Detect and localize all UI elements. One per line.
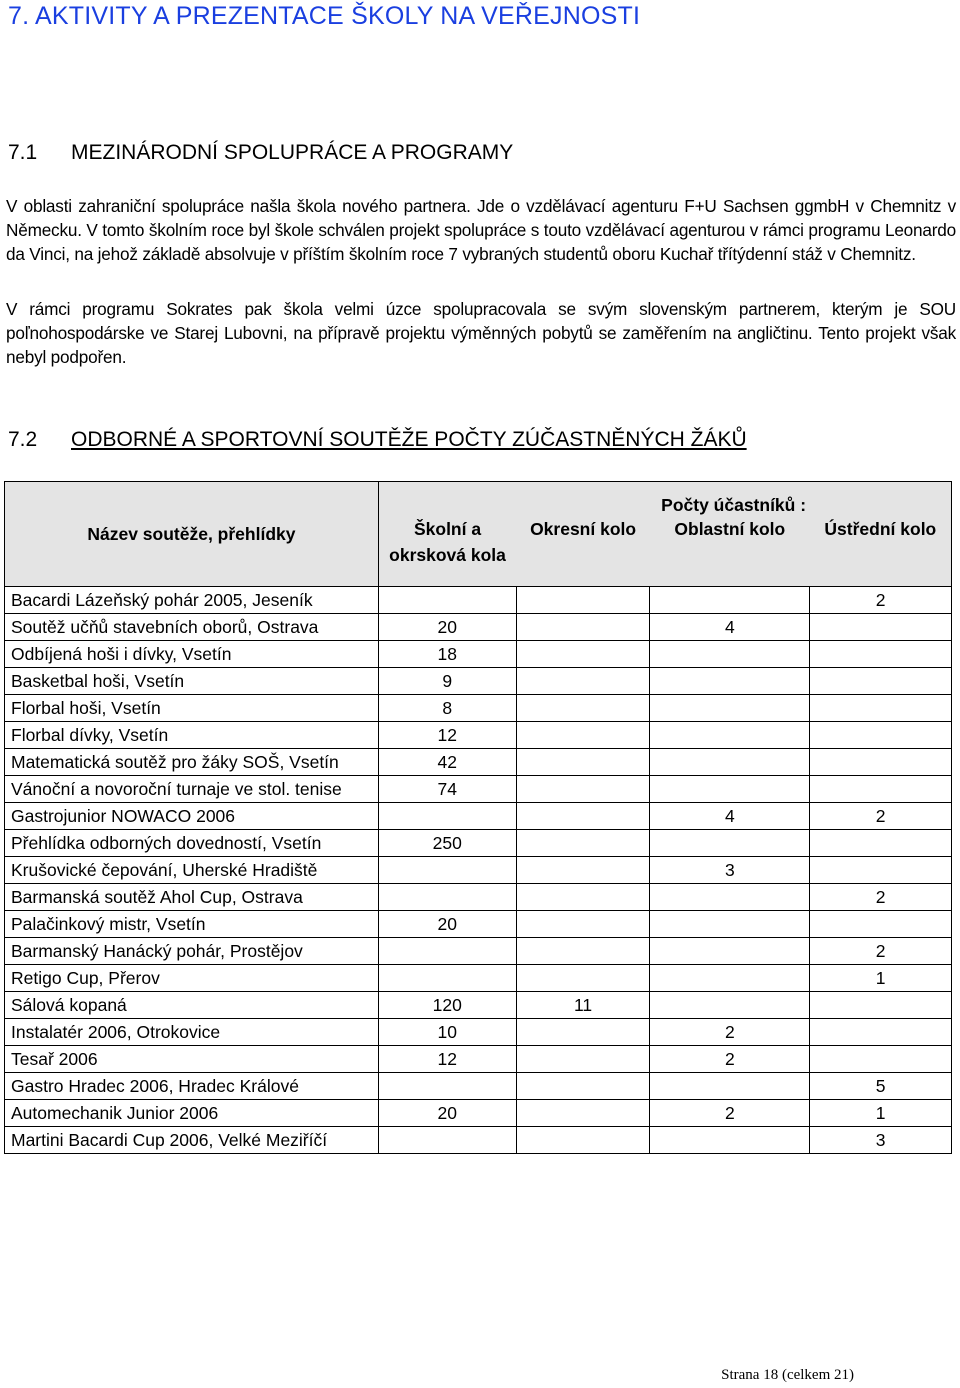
table-row bbox=[5, 965, 952, 992]
competition-name: Retigo Cup, Přerov bbox=[5, 965, 379, 992]
count-district bbox=[516, 614, 650, 641]
competition-name: Barmanská soutěž Ahol Cup, Ostrava bbox=[5, 884, 379, 911]
count-regional: 3 bbox=[650, 857, 810, 884]
count-national bbox=[810, 695, 952, 722]
count-school: 18 bbox=[378, 641, 516, 668]
count-district bbox=[516, 749, 650, 776]
count-regional bbox=[650, 722, 810, 749]
count-national bbox=[810, 911, 952, 938]
count-district bbox=[516, 1019, 650, 1046]
count-national bbox=[810, 641, 952, 668]
count-national: 1 bbox=[810, 1100, 952, 1127]
count-district bbox=[516, 830, 650, 857]
header-regional: Oblastní kolo bbox=[650, 516, 810, 587]
count-regional bbox=[650, 992, 810, 1019]
count-school: 250 bbox=[378, 830, 516, 857]
count-district bbox=[516, 668, 650, 695]
section-heading-7-1 bbox=[8, 141, 513, 165]
count-school bbox=[378, 965, 516, 992]
count-school bbox=[378, 803, 516, 830]
count-school: 8 bbox=[378, 695, 516, 722]
count-regional bbox=[650, 965, 810, 992]
count-regional: 2 bbox=[650, 1046, 810, 1073]
section-number: 7.1 bbox=[8, 141, 38, 164]
competition-name: Bacardi Lázeňský pohár 2005, Jeseník bbox=[5, 587, 379, 614]
competition-name: Gastrojunior NOWACO 2006 bbox=[5, 803, 379, 830]
count-national: 5 bbox=[810, 1073, 952, 1100]
count-district bbox=[516, 884, 650, 911]
table-row bbox=[5, 884, 952, 911]
table-row bbox=[5, 911, 952, 938]
count-regional bbox=[650, 587, 810, 614]
count-regional bbox=[650, 776, 810, 803]
count-district bbox=[516, 911, 650, 938]
count-school: 10 bbox=[378, 1019, 516, 1046]
count-school: 20 bbox=[378, 614, 516, 641]
count-regional bbox=[650, 1073, 810, 1100]
count-national bbox=[810, 830, 952, 857]
count-national bbox=[810, 1046, 952, 1073]
table-row bbox=[5, 1073, 952, 1100]
count-school bbox=[378, 884, 516, 911]
competition-name: Florbal dívky, Vsetín bbox=[5, 722, 379, 749]
chapter-heading: 7. AKTIVITY A PREZENTACE ŠKOLY NA VEŘEJNOSTI bbox=[8, 2, 641, 30]
competition-name: Soutěž učňů stavebních oborů, Ostrava bbox=[5, 614, 379, 641]
count-regional: 2 bbox=[650, 1100, 810, 1127]
competition-name: Matematická soutěž pro žáky SOŠ, Vsetín bbox=[5, 749, 379, 776]
table-row bbox=[5, 614, 952, 641]
count-national bbox=[810, 992, 952, 1019]
count-school bbox=[378, 857, 516, 884]
table-row bbox=[5, 668, 952, 695]
table-row bbox=[5, 992, 952, 1019]
count-district: 11 bbox=[516, 992, 650, 1019]
count-district bbox=[516, 1073, 650, 1100]
count-national bbox=[810, 614, 952, 641]
section-number: 7.2 bbox=[8, 428, 38, 451]
count-national bbox=[810, 857, 952, 884]
competition-name: Barmanský Hanácký pohár, Prostějov bbox=[5, 938, 379, 965]
competition-name: Martini Bacardi Cup 2006, Velké Meziříčí bbox=[5, 1127, 379, 1154]
count-district bbox=[516, 1046, 650, 1073]
table-row bbox=[5, 1100, 952, 1127]
count-district bbox=[516, 587, 650, 614]
competition-name: Gastro Hradec 2006, Hradec Králové bbox=[5, 1073, 379, 1100]
paragraph-partnership: V oblasti zahraniční spolupráce našla škola nového partnera. Jde o vzdělávací agenturu F+U Sachsen ggmbH v Chemnitz v Německu. V tomto školním roce byl škole schválen projekt spolupráce s touto vzdělávací agenturou v rámci programu Leonardo da Vinci, na jehož základě absolvuje v příštím školním roce 7 vybraných studentů oboru Kuchař třítýdenní stáž v Chemnitz. bbox=[6, 196, 956, 265]
header-school: Školní a okrsková kola bbox=[378, 516, 516, 587]
count-district bbox=[516, 776, 650, 803]
table-row bbox=[5, 857, 952, 884]
count-regional: 4 bbox=[650, 614, 810, 641]
count-national bbox=[810, 776, 952, 803]
count-district bbox=[516, 1127, 650, 1154]
table-row bbox=[5, 1019, 952, 1046]
count-school: 42 bbox=[378, 749, 516, 776]
table-row bbox=[5, 1046, 952, 1073]
competition-name: Přehlídka odborných dovedností, Vsetín bbox=[5, 830, 379, 857]
count-district bbox=[516, 803, 650, 830]
paragraph-sokrates: V rámci programu Sokrates pak škola velmi úzce spolupracovala se svým slovenským partnerem, kterým je SOU poľnohospodárske ve Starej Lubovni, na přípravě projektu výměnných pobytů se zaměřením na angličtinu. Tento projekt však nebyl podpořen. bbox=[6, 299, 956, 368]
count-national: 3 bbox=[810, 1127, 952, 1154]
count-regional bbox=[650, 1127, 810, 1154]
table-row bbox=[5, 938, 952, 965]
count-school: 12 bbox=[378, 722, 516, 749]
count-regional bbox=[650, 749, 810, 776]
table-row bbox=[5, 587, 952, 614]
table-row bbox=[5, 722, 952, 749]
table-row bbox=[5, 1127, 952, 1154]
count-regional bbox=[650, 641, 810, 668]
count-regional bbox=[650, 884, 810, 911]
count-national: 1 bbox=[810, 965, 952, 992]
count-national: 2 bbox=[810, 587, 952, 614]
competition-name: Sálová kopaná bbox=[5, 992, 379, 1019]
count-national: 2 bbox=[810, 803, 952, 830]
table-row bbox=[5, 776, 952, 803]
count-school: 74 bbox=[378, 776, 516, 803]
count-district bbox=[516, 857, 650, 884]
count-regional bbox=[650, 695, 810, 722]
count-regional bbox=[650, 938, 810, 965]
table-row bbox=[5, 803, 952, 830]
count-national: 2 bbox=[810, 884, 952, 911]
count-district bbox=[516, 695, 650, 722]
competition-name: Palačinkový mistr, Vsetín bbox=[5, 911, 379, 938]
count-school bbox=[378, 587, 516, 614]
count-school: 120 bbox=[378, 992, 516, 1019]
count-regional bbox=[650, 911, 810, 938]
count-regional: 2 bbox=[650, 1019, 810, 1046]
count-regional bbox=[650, 668, 810, 695]
count-district bbox=[516, 1100, 650, 1127]
count-school bbox=[378, 938, 516, 965]
competitions-table bbox=[4, 481, 952, 1154]
page-footer: Strana 18 (celkem 21) bbox=[721, 1367, 854, 1383]
count-national bbox=[810, 1019, 952, 1046]
count-regional: 4 bbox=[650, 803, 810, 830]
table-row bbox=[5, 749, 952, 776]
competition-name: Basketbal hoši, Vsetín bbox=[5, 668, 379, 695]
count-school: 9 bbox=[378, 668, 516, 695]
section-title: MEZINÁRODNÍ SPOLUPRÁCE A PROGRAMY bbox=[71, 141, 514, 164]
competition-name: Automechanik Junior 2006 bbox=[5, 1100, 379, 1127]
competition-name: Tesař 2006 bbox=[5, 1046, 379, 1073]
count-school: 20 bbox=[378, 911, 516, 938]
count-school: 20 bbox=[378, 1100, 516, 1127]
count-district bbox=[516, 641, 650, 668]
competition-name: Krušovické čepování, Uherské Hradiště bbox=[5, 857, 379, 884]
count-district bbox=[516, 722, 650, 749]
count-school bbox=[378, 1073, 516, 1100]
header-national: Ústřední kolo bbox=[810, 516, 952, 587]
count-district bbox=[516, 965, 650, 992]
header-group: Počty účastníků : bbox=[516, 482, 951, 517]
section-heading-7-2 bbox=[8, 428, 747, 452]
header-district: Okresní kolo bbox=[516, 516, 650, 587]
count-regional bbox=[650, 830, 810, 857]
table-row bbox=[5, 641, 952, 668]
competition-name: Florbal hoši, Vsetín bbox=[5, 695, 379, 722]
count-national: 2 bbox=[810, 938, 952, 965]
table-row bbox=[5, 830, 952, 857]
count-national bbox=[810, 668, 952, 695]
section-title: ODBORNÉ A SPORTOVNÍ SOUTĚŽE POČTY ZÚČASTNĚNÝCH ŽÁKŮ bbox=[71, 428, 747, 451]
header-name: Název soutěže, přehlídky bbox=[5, 482, 379, 587]
competition-name: Instalatér 2006, Otrokovice bbox=[5, 1019, 379, 1046]
count-school: 12 bbox=[378, 1046, 516, 1073]
table-row bbox=[5, 695, 952, 722]
competition-name: Vánoční a novoroční turnaje ve stol. tenise bbox=[5, 776, 379, 803]
count-national bbox=[810, 749, 952, 776]
competition-name: Odbíjená hoši i dívky, Vsetín bbox=[5, 641, 379, 668]
count-district bbox=[516, 938, 650, 965]
count-school bbox=[378, 1127, 516, 1154]
count-national bbox=[810, 722, 952, 749]
